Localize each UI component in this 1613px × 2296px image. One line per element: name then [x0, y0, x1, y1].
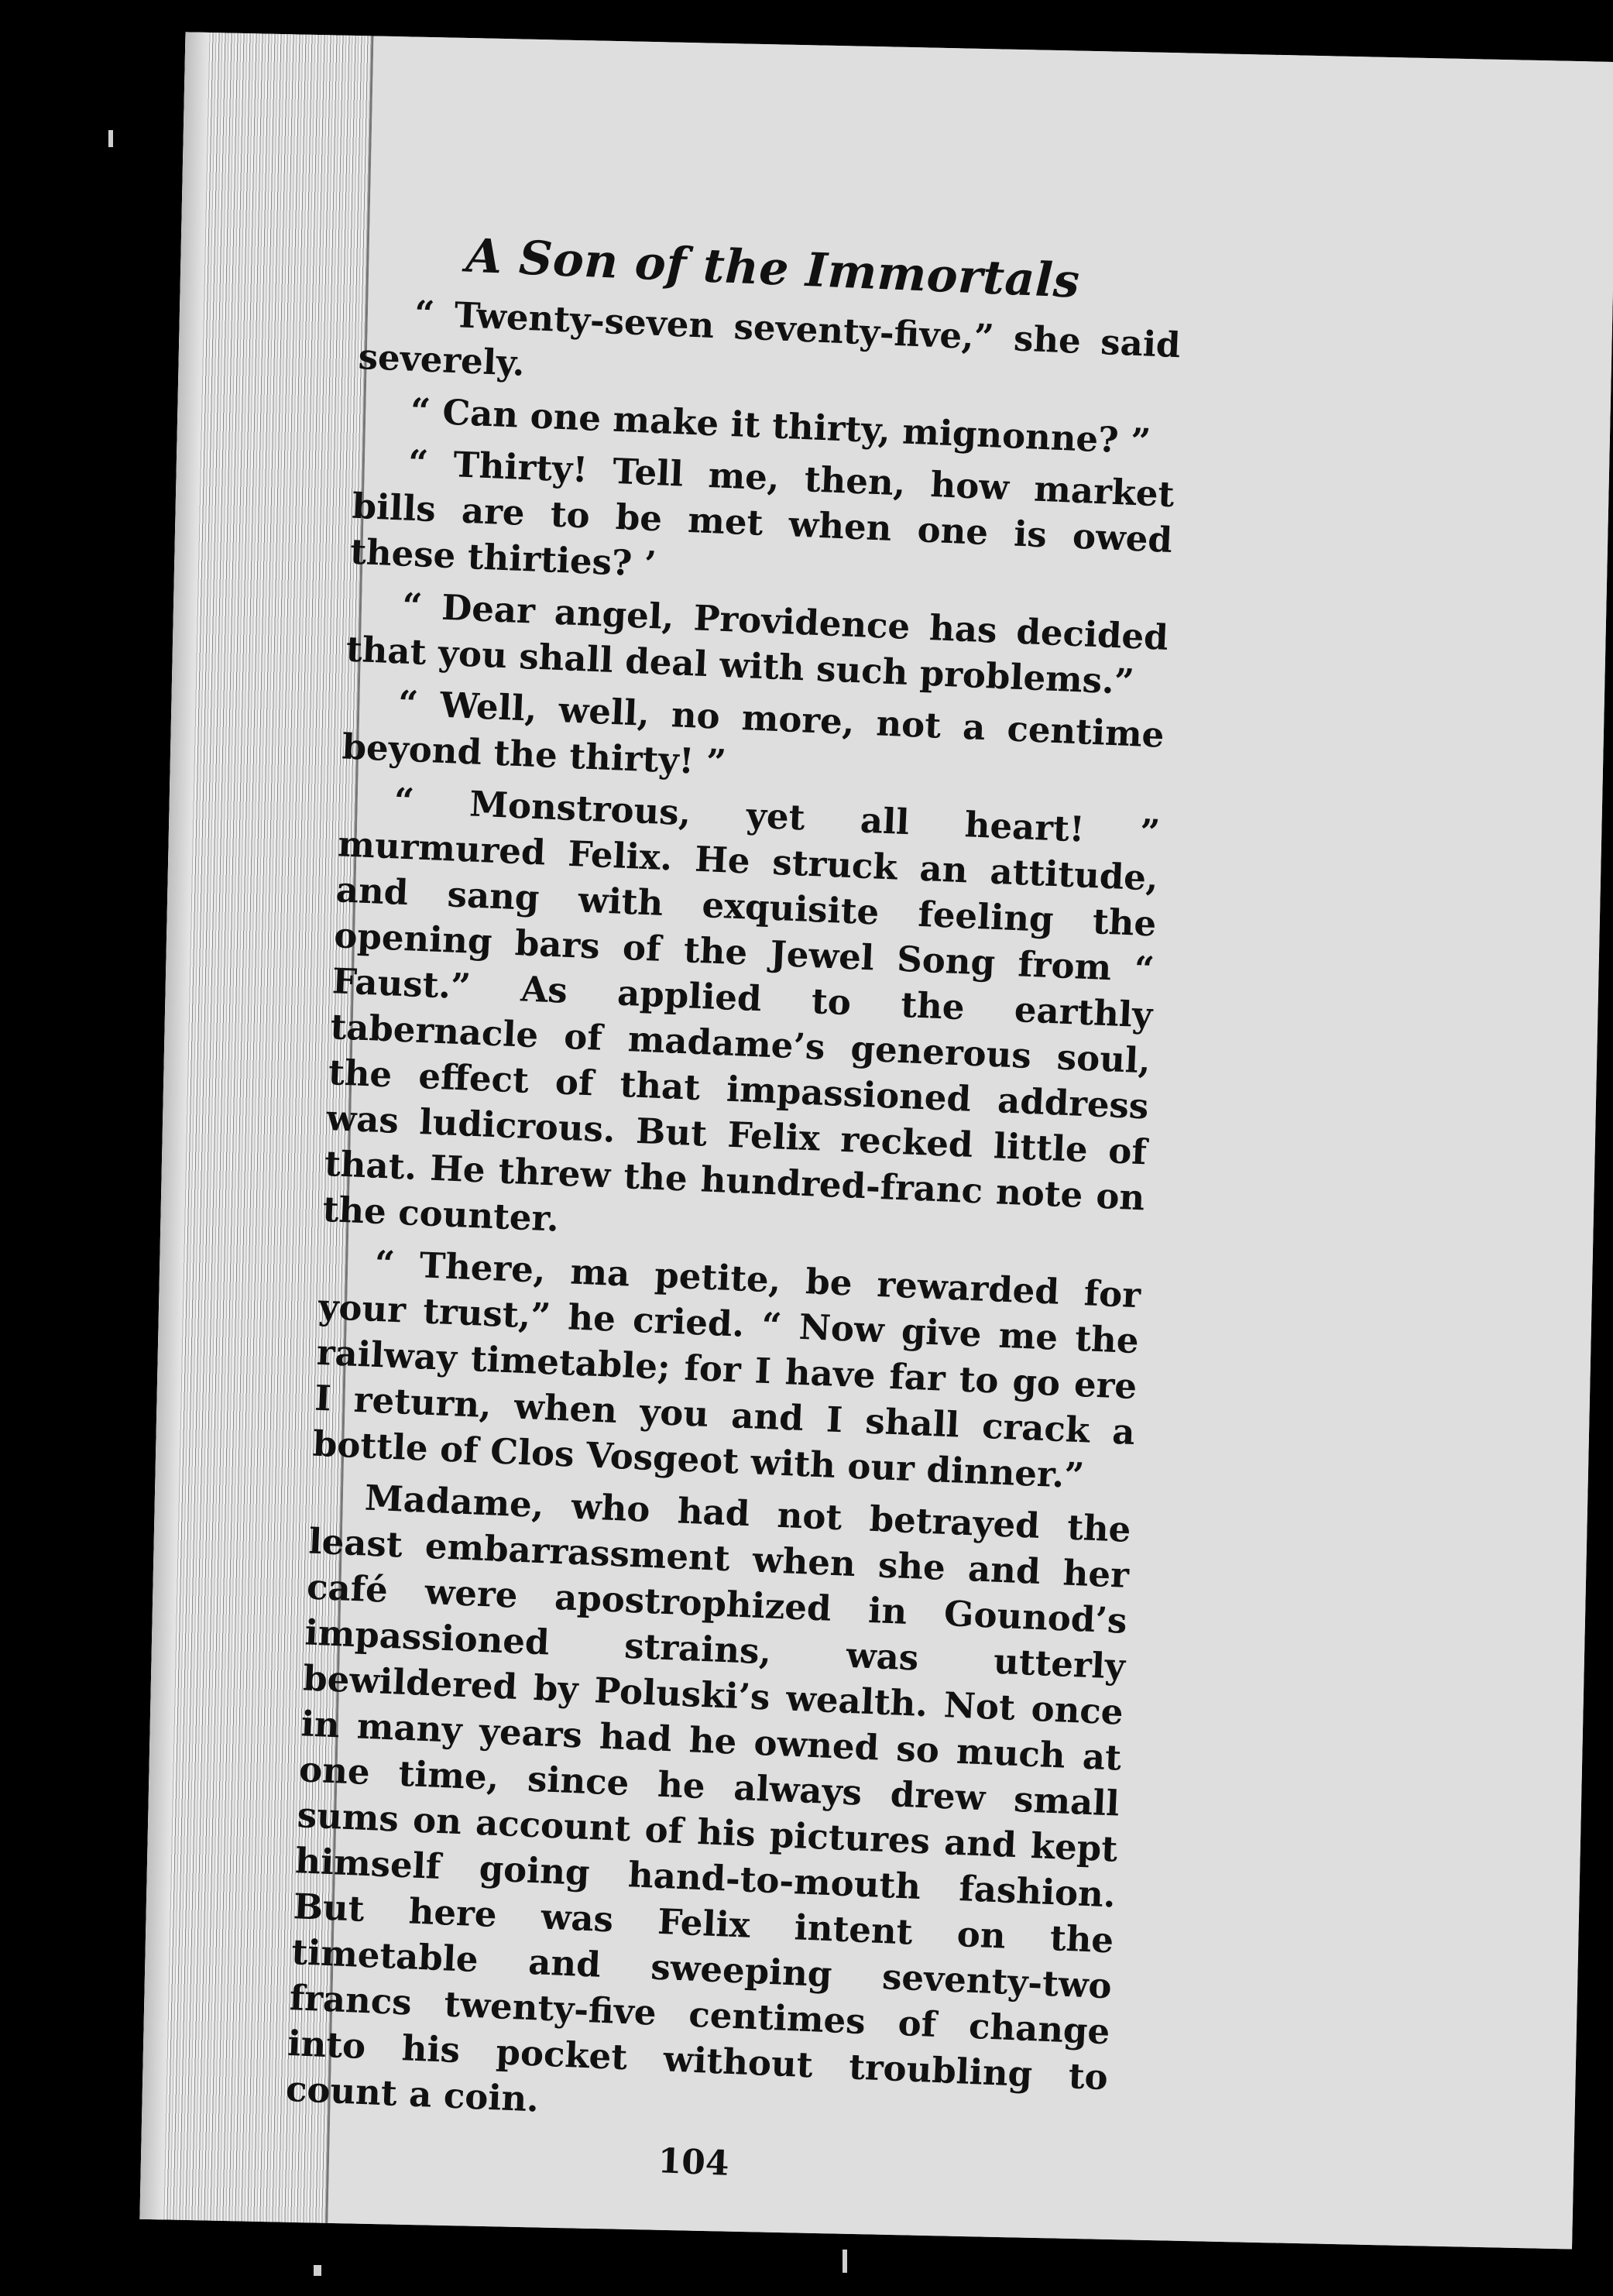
paragraph: “ Thirty! Tell me, then, how market bills are to be met when one is owed these thirties? ’ — [349, 441, 1175, 585]
paragraph: “ Dear angel, Providence has decided that you shall deal with such problems.” — [345, 585, 1169, 703]
margin-speck — [843, 2250, 847, 2273]
paragraph: “ Twenty-seven seventy-five,” she said severely. — [357, 292, 1182, 384]
margin-speck — [314, 2265, 321, 2276]
paragraph: “ There, ma petite, be rewarded for your trust,” he cried. “ Now give me the railway timetable; for I have far to go ere I return, when you and I shall crack a bottle of Clos Vosgeot with our dinner.” — [311, 1242, 1142, 1497]
page-number: 104 — [657, 2141, 730, 2184]
page-text-block — [283, 225, 1184, 2199]
margin-speck — [108, 130, 113, 147]
running-head: A Son of the Immortals — [465, 228, 1081, 309]
paragraph: Madame, who had not betrayed the least embarrassment when she and her café were apostrophized in Gounod’s impassioned strains, was utterly bewildered by Poluski’s wealth. Not once in many years had he owned so much at one time, since he always drew small sums on account of his pictures and kept himself going hand-to-mouth fashion. But here was Felix intent on the timetable and sweeping seventy-two francs twenty-five centimes of change into his pocket without troubling to count a coin. — [284, 1477, 1132, 2120]
paragraph: “ Can one make it thirty, mignonne? ” — [409, 390, 1152, 462]
paragraph: “ Monstrous, yet all heart! ” murmured Felix. He struck an attitude, and sang with exquisite feeling the opening bars of the Jewel Song from “ Faust.” As applied to the earthly tabernacle of madame’s generous soul, the effect of that impassioned address was ludicrous. But Felix recked little of that. He threw the hundred-franc note on the counter. — [321, 780, 1162, 1240]
paragraph: “ Well, well, no more, not a centime beyond the thirty! ” — [341, 682, 1165, 784]
